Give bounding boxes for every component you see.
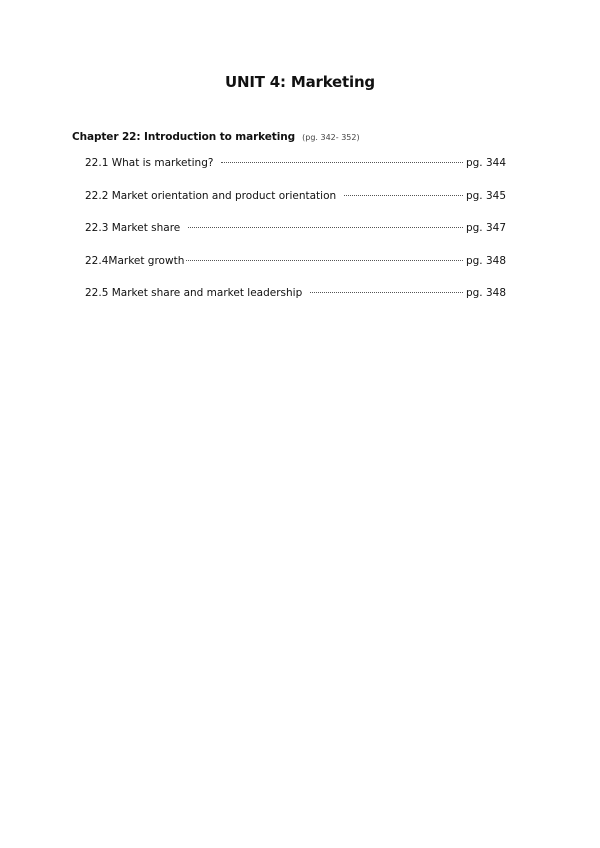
dot-leader — [344, 195, 463, 196]
toc-entry-label: 22.3 Market share — [85, 222, 181, 234]
toc-entry-page: pg. 345 — [465, 189, 506, 202]
toc-entry-page: pg. 347 — [465, 222, 506, 234]
chapter-title: Chapter 22: Introduction to marketing — [72, 131, 296, 143]
dot-leader — [221, 162, 463, 163]
toc-entry-label: 22.2 Market orientation and product orientation — [85, 189, 337, 202]
chapter-heading — [72, 125, 360, 144]
toc-entry-page: pg. 348 — [465, 287, 506, 299]
toc-entry-label: 22.4Market growth — [85, 254, 185, 267]
dot-leader — [188, 227, 463, 228]
unit-title: UNIT 4: Marketing — [225, 73, 375, 91]
dot-leader — [310, 292, 463, 293]
toc-entry-label: 22.1 What is marketing? — [85, 157, 214, 169]
toc-entry-22-2 — [85, 190, 506, 223]
toc-entry-page: pg. 348 — [465, 254, 506, 267]
toc-entry-page: pg. 344 — [465, 157, 506, 169]
table-of-contents — [85, 157, 506, 320]
dot-leader — [186, 260, 463, 261]
toc-entry-22-4 — [85, 255, 506, 288]
toc-entry-22-1 — [85, 157, 506, 190]
toc-entry-22-5 — [85, 287, 506, 320]
chapter-page-range: (pg. 342- 352) — [302, 133, 360, 142]
toc-entry-label: 22.5 Market share and market leadership — [85, 287, 303, 299]
toc-entry-22-3 — [85, 222, 506, 255]
